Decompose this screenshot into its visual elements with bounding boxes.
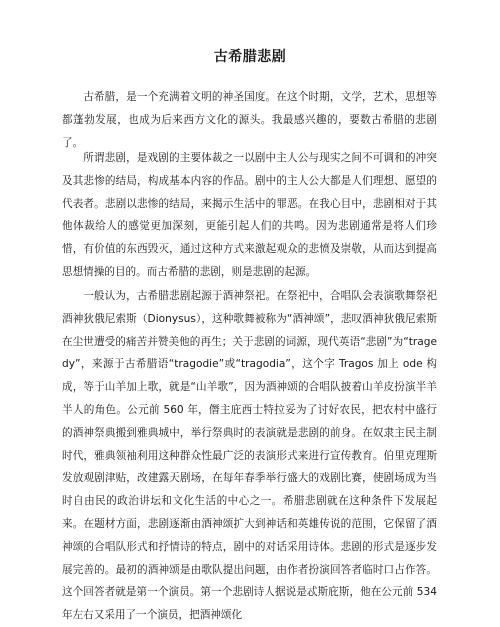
paragraph-origin: 一般认为，古希腊悲剧起源于酒神祭祀。在祭祀中，合唱队会表演歌舞祭祀酒神狄俄尼索斯（Dionysus），这种歌舞被称为“酒神颂”，悲叹酒神狄俄尼索斯在尘世遭受的痛苦并赞美他的再生；关于悲剧的词源，现代英语“悲剧”为“tragedy”，来源于古希腊语“tragodie”或“tragodia”，这个字 Tragos 加上 ode 构成，等于山羊加上歌，就是“山羊歌”，因为酒神颂的合唱队披着山羊皮扮演半羊半人的角色。公元前 560 年，僭主庇西士特拉妥为了讨好农民，把农村中盛行的酒神祭典搬到雅典城中，举行祭典时的表演就是悲剧的前身。在奴隶主民主制时代，雅典领袖利用这种群众性最广泛的表演形式来进行宣传教育。伯里克理斯发放观剧津贴，改建露天剧场，在每年春季举行盛大的戏剧比赛，使剧场成为当时自由民的政治讲坛和文化生活的中心之一。希腊悲剧就在这种条件下发展起来。在题材方面，悲剧逐渐由酒神颂扩大到神话和英雄传说的范围，它保留了酒神颂的合唱队形式和抒情诗的特点，剧中的对话采用诗体。悲剧的形式是逐步发展完善的。最初的酒神颂是由歌队提出问题，由作者扮演回答者临时口占作答。这个回答者就是第一个演员。第一个悲剧诗人据说是忒斯庇斯，他在公元前 534 年左右又采用了一个演员，把酒神颂化 [62, 290, 437, 622]
page-title: 古希腊悲剧 [213, 49, 287, 65]
paragraph-definition: 所谓悲剧，是戏剧的主要体裁之一以剧中主人公与现实之间不可调和的冲突及其悲惨的结局，构成基本内容的作品。剧中的主人公大都是人们理想、愿望的代表者。悲剧以悲惨的结局，来揭示生活中的罪恶。在我心目中，悲剧相对于其他体裁给人的感觉更加深刻，更能引起人们的共鸣。因为悲剧通常是将人们珍惜，有价值的东西毁灭，通过这种方式来激起观众的悲愤及崇敬，从而达到提高思想情操的目的。而古希腊的悲剧，则是悲剧的起源。 [62, 152, 437, 278]
paragraph-intro: 古希腊，是一个充满着文明的神圣国度。在这个时期，文学，艺术，思想等都蓬勃发展，也成为后来西方文化的源头。我最感兴趣的，要数古希腊的悲剧了。 [62, 91, 437, 149]
